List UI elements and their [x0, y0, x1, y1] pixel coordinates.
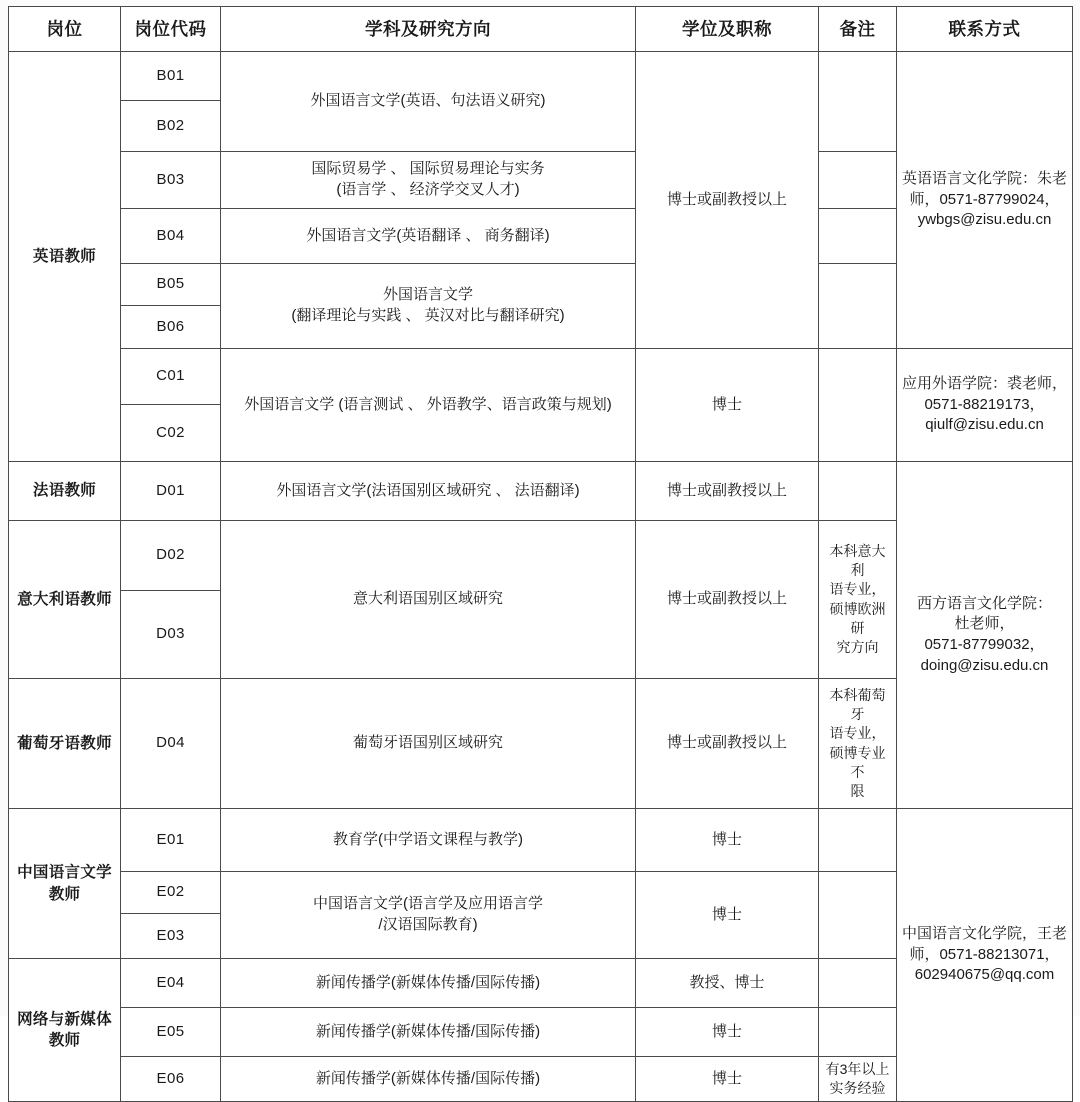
- contact-line: 杜老师，: [954, 615, 1015, 633]
- code-cell-d02: D02: [121, 521, 221, 591]
- contact-line: 中国语言文化学院，王老: [901, 924, 1067, 942]
- subject-cell-c01-c02: 外国语言文学 (语言测试 、 外语教学、语言政策与规划): [221, 349, 636, 462]
- group-cell-italian-teacher: 意大利语教师: [9, 521, 121, 679]
- remark-line: 究方向: [836, 639, 879, 656]
- code-cell-e02: E02: [121, 872, 221, 914]
- code-cell-b02: B02: [121, 101, 221, 152]
- subject-cell-b04: 外国语言文学(英语翻译 、 商务翻译): [221, 209, 636, 264]
- code-cell-b03: B03: [121, 152, 221, 209]
- table-row: [9, 349, 1073, 405]
- contact-line: qiulf@zisu.edu.cn: [925, 416, 1044, 434]
- subject-cell-e05: 新闻传播学(新媒体传播/国际传播): [221, 1008, 636, 1057]
- remark-cell-b05-b06: [819, 264, 897, 349]
- remark-cell-b01-b02: [819, 52, 897, 152]
- column-header-position-code: 岗位代码: [121, 7, 221, 52]
- subject-line: (翻译理论与实践 、 英汉对比与翻译研究): [291, 307, 565, 324]
- job-positions-table: [8, 6, 1073, 1102]
- column-header-subject-direction: 学科及研究方向: [221, 7, 636, 52]
- subject-cell-b05-b06: [221, 264, 636, 349]
- code-cell-b04: B04: [121, 209, 221, 264]
- group-cell-french-teacher: 法语教师: [9, 462, 121, 521]
- remark-line: 硕博专业不: [829, 744, 886, 780]
- remark-cell-b03: [819, 152, 897, 209]
- degree-cell-english-c-group: 博士: [636, 349, 819, 462]
- remark-cell-e05: [819, 1008, 897, 1057]
- subject-line: 外国语言文学: [382, 286, 473, 304]
- contact-line: 师，0571-88213071，: [909, 945, 1060, 963]
- subject-cell-e01: 教育学(中学语文课程与教学): [221, 809, 636, 872]
- code-cell-e03: E03: [121, 914, 221, 959]
- subject-cell-e02-e03: [221, 872, 636, 959]
- contact-line: 应用外语学院：裘老师，: [901, 374, 1067, 392]
- code-cell-d01: D01: [121, 462, 221, 521]
- remark-line: 语专业，: [829, 581, 886, 598]
- degree-cell-english-b-group: 博士或副教授以上: [636, 52, 819, 349]
- group-cell-chinese-language-literature-teacher: 中国语言文学教师: [9, 809, 121, 959]
- degree-cell-e02-e03: 博士: [636, 872, 819, 959]
- column-header-contact: 联系方式: [897, 7, 1073, 52]
- contact-line: 英语语言文化学院：朱老: [901, 169, 1067, 187]
- table-row: [9, 52, 1073, 101]
- code-cell-d03: D03: [121, 591, 221, 679]
- contact-line: doing@zisu.edu.cn: [920, 656, 1049, 674]
- code-cell-d04: D04: [121, 679, 221, 809]
- remark-cell-e02-e03: [819, 872, 897, 959]
- contact-cell-western-language-college: [897, 462, 1073, 809]
- contact-cell-english-college: [897, 52, 1073, 349]
- remark-line: 实务经验: [829, 1080, 886, 1096]
- table-body: [9, 52, 1073, 1102]
- remark-line: 本科葡萄牙: [829, 686, 886, 722]
- remark-cell-italian: [819, 521, 897, 679]
- subject-cell-b03: [221, 152, 636, 209]
- degree-cell-d04: 博士或副教授以上: [636, 679, 819, 809]
- remark-line: 本科意大利: [829, 542, 886, 578]
- degree-cell-e06: 博士: [636, 1057, 819, 1102]
- group-cell-portuguese-teacher: 葡萄牙语教师: [9, 679, 121, 809]
- remark-cell-portuguese: [819, 679, 897, 809]
- remark-line: 硕博欧洲研: [829, 600, 886, 636]
- contact-line: 0571-87799032，: [924, 636, 1045, 653]
- degree-cell-e04: 教授、博士: [636, 959, 819, 1008]
- code-cell-e05: E05: [121, 1008, 221, 1057]
- contact-line: 师，0571-87799024，: [909, 190, 1060, 208]
- remark-cell-b04: [819, 209, 897, 264]
- column-header-position: 岗位: [9, 7, 121, 52]
- group-cell-english-teacher: 英语教师: [9, 52, 121, 462]
- contact-cell-applied-foreign-language-college: [897, 349, 1073, 462]
- contact-line: ywbgs@zisu.edu.cn: [917, 211, 1052, 229]
- remark-cell-d01: [819, 462, 897, 521]
- degree-cell-e05: 博士: [636, 1008, 819, 1057]
- subject-cell-d02-d03: 意大利语国别区域研究: [221, 521, 636, 679]
- contact-line: 0571-88219173，: [924, 395, 1045, 413]
- remark-cell-e06: [819, 1057, 897, 1102]
- remark-cell-e04: [819, 959, 897, 1008]
- subject-cell-e06: 新闻传播学(新媒体传播/国际传播): [221, 1057, 636, 1102]
- column-header-remarks: 备注: [819, 7, 897, 52]
- code-cell-b05: B05: [121, 264, 221, 306]
- group-cell-new-media-teacher: 网络与新媒体教师: [9, 959, 121, 1102]
- remark-line: 限: [850, 783, 865, 800]
- code-cell-e01: E01: [121, 809, 221, 872]
- degree-cell-d02-d03: 博士或副教授以上: [636, 521, 819, 679]
- degree-cell-d01: 博士或副教授以上: [636, 462, 819, 521]
- subject-cell-e04: 新闻传播学(新媒体传播/国际传播): [221, 959, 636, 1008]
- remark-cell-e01: [819, 809, 897, 872]
- code-cell-e04: E04: [121, 959, 221, 1008]
- table-header: [9, 7, 1073, 52]
- subject-cell-b01-b02: 外国语言文学(英语、句法语义研究): [221, 52, 636, 152]
- code-cell-e06: E06: [121, 1057, 221, 1102]
- code-cell-c02: C02: [121, 405, 221, 462]
- subject-line: (语言学 、 经济学交叉人才): [336, 181, 520, 198]
- remark-line: 语专业，: [829, 725, 886, 742]
- contact-line: 西方语言文化学院：: [916, 594, 1052, 612]
- subject-line: 中国语言文学(语言学及应用语言学: [313, 895, 543, 913]
- code-cell-b06: B06: [121, 306, 221, 349]
- degree-cell-e01: 博士: [636, 809, 819, 872]
- remark-line: 有3年以上: [825, 1060, 890, 1077]
- column-header-degree-title: 学位及职称: [636, 7, 819, 52]
- subject-line: /汉语国际教育): [378, 916, 478, 933]
- table-row: [9, 462, 1073, 521]
- remark-cell-c01-c02: [819, 349, 897, 462]
- table-row: [9, 809, 1073, 872]
- code-cell-b01: B01: [121, 52, 221, 101]
- contact-cell-chinese-language-college: [897, 809, 1073, 1102]
- code-cell-c01: C01: [121, 349, 221, 405]
- header-row: [9, 7, 1073, 52]
- subject-cell-d01: 外国语言文学(法语国别区域研究 、 法语翻译): [221, 462, 636, 521]
- contact-line: 602940675@qq.com: [914, 966, 1055, 984]
- subject-cell-d04: 葡萄牙语国别区域研究: [221, 679, 636, 809]
- subject-line: 国际贸易学 、 国际贸易理论与实务: [311, 160, 545, 178]
